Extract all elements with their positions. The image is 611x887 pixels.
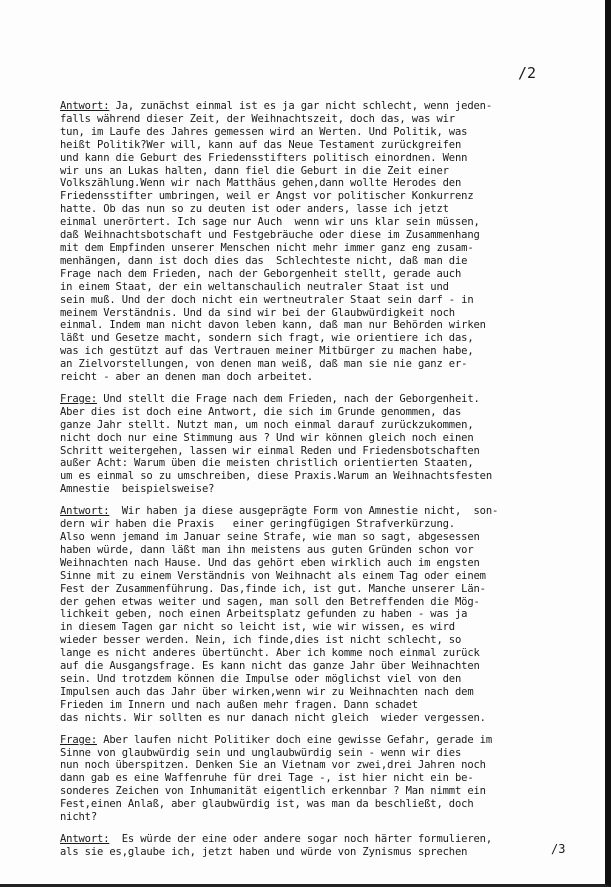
text-line: menhängen, dann ist doch dies das Schlechteste nicht, daß man die [60, 254, 468, 267]
text-line: sonderes Zeichen von Inhumanität eigentlich erkennbar ? Man nimmt ein [60, 785, 486, 798]
text-line: als sie es,glaube ich, jetzt haben und würde von Zynismus sprechen [60, 845, 468, 858]
text-line: Frage nach dem Frieden, nach der Geborgenheit stellt, gerade auch [60, 267, 462, 280]
text-line: Volkszählung.Wenn wir nach Matthäus gehen,dann wollte Herodes den [60, 177, 462, 190]
speaker-label: Frage: [60, 733, 98, 746]
text-line: und kann die Geburt des Friedensstifters politisch einordnen. Wenn [60, 151, 468, 164]
text-line: lange es nicht anderes übertüncht. Aber ich komme noch einmal zurück [60, 647, 480, 660]
text-line: einmal. Indem man nicht davon leben kann, daß man nur Behörden wirken [60, 319, 486, 332]
page-number: /2 [518, 64, 537, 82]
speaker-label: Antwort: [60, 832, 110, 845]
text-line: sein muß. Und der doch nicht ein wertneutraler Staat sein darf - in [60, 293, 474, 306]
text-line: heißt Politik?Wer will, kann auf das Neue Testament zurückgreifen [60, 138, 462, 151]
text-line: Impulsen auch das Jahr über wirken,wenn wir zu Weihnachten nach dem [60, 685, 474, 698]
text-line: dann gab es eine Waffenruhe für drei Tage -, ist hier nicht ein be- [60, 772, 474, 785]
text-line: was ich gestützt auf das Vertrauen meiner Mitbürger zu machen habe, [60, 345, 474, 358]
text-line: um es einmal so zu umschreiben, diese Praxis.Warum an Weihnachtsfesten [60, 470, 493, 483]
text-line: an Zielvorstellungen, von denen man weiß, daß man sie nie ganz er- [60, 358, 468, 371]
first-line-text: Und stellt die Frage nach dem Frieden, nach der Geborgenheit. [97, 392, 480, 405]
text-line [60, 833, 572, 846]
text-line: Fest,einen Anlaß, aber glaubwürdig ist, was man da beschließt, doch [60, 798, 474, 811]
text-line: Weihnachten nach Hause. Und das gehört eben wirklich auch im engsten [60, 556, 480, 569]
text-line: reicht - aber an denen man doch arbeitet. [60, 371, 314, 384]
speaker-label: Antwort: [60, 100, 110, 112]
text-line: Amnestie beispielsweise? [60, 483, 215, 496]
text-line: hatte. Ob das nun so zu deuten ist oder anders, lasse ich jetzt [60, 203, 449, 216]
text-line [60, 100, 572, 113]
text-line: läßt und Gesetze macht, sondern sich fragt, wie orientiere ich das, [60, 332, 474, 345]
text-line: wieder besser werden. Nein, ich finde,dies ist nicht schlecht, so [60, 634, 462, 647]
first-line-text: Aber laufen nicht Politiker doch eine gewisse Gefahr, gerade im [97, 733, 493, 746]
text-line: Schritt weitergehen, lassen wir einmal Reden und Friedensbotschaften [60, 444, 480, 457]
text-line: nicht? [60, 811, 98, 824]
text-line: Sinne von glaubwürdig sein und unglaubwürdig sein - wenn wir dies [60, 746, 462, 759]
text-line [60, 393, 572, 406]
first-line-text: Es würde der eine oder andere sogar noch härter formulieren, [109, 832, 493, 845]
text-line: Aber dies ist doch eine Antwort, die sich im Grunde genommen, das [60, 405, 462, 418]
text-line: nun noch überspitzen. Denken Sie an Vietnam vor zwei,drei Jahren noch [60, 759, 486, 772]
text-line: Frieden im Innern und nach außen mehr fragen. Dann schadet [60, 698, 418, 711]
text-line: einmal unerörtert. Ich sage nur Auch wenn wir uns klar sein müssen, [60, 216, 480, 229]
text-line: der gehen etwas weiter und sagen, man soll den Betreffenden die Mög- [60, 595, 480, 608]
text-line: das nichts. Wir sollten es nur danach nicht gleich wieder vergessen. [60, 711, 486, 724]
qa-block [60, 100, 572, 384]
text-line: außer Acht: Warum üben die meisten christlich orientierten Staaten, [60, 457, 474, 470]
text-line: haben würde, dann läßt man ihn meistens aus guten Gründen schon vor [60, 543, 474, 556]
text-line: nicht doch nur eine Stimmung aus ? Und wir können gleich noch einen [60, 431, 474, 444]
text-line: sein. Und trotzdem können die Impulse oder möglichst viel von den [60, 672, 462, 685]
text-line: dern wir haben die Praxis einer geringfügigen Strafverkürzung. [60, 518, 455, 531]
text-line: Sinne mit zu einem Verständnis von Weihnacht als einem Tag oder einem [60, 569, 486, 582]
first-line-text: Ja, zunächst einmal ist es ja gar nicht schlecht, wenn jeden- [109, 100, 493, 112]
speaker-label: Frage: [60, 392, 98, 405]
text-line: mit dem Empfinden unserer Menschen nicht mehr immer ganz eng zusam- [60, 241, 474, 254]
text-line: daß Weihnachtsbotschaft und Festgebräuche oder diese im Zusammenhang [60, 229, 480, 242]
qa-block [60, 734, 572, 824]
text-line: in einem Staat, der ein weltanschaulich neutraler Staat ist und [60, 280, 449, 293]
text-line: falls während dieser Zeit, der Weihnachtszeit, doch das, was wir [60, 112, 455, 125]
footer-page-mark: /3 [551, 842, 566, 856]
text-line: meinem Verständnis. Und da sind wir bei der Glaubwürdigkeit noch [60, 306, 455, 319]
qa-block [60, 833, 572, 859]
interview-text [60, 100, 572, 868]
text-line [60, 505, 572, 518]
speaker-label: Antwort: [60, 505, 110, 518]
text-line: ganze Jahr stellt. Nutzt man, um noch einmal darauf zurückzukommen, [60, 418, 474, 431]
qa-block [60, 505, 572, 724]
text-line: wir uns an Lukas halten, dann fiel die Geburt in die Zeit einer [60, 164, 449, 177]
text-line: tun, im Laufe des Jahres gemessen wird an Werten. Und Politik, was [60, 125, 468, 138]
text-line: Fest der Zusammenführung. Das,finde ich, ist gut. Manche unserer Län- [60, 582, 486, 595]
text-line: lichkeit geben, noch einen Arbeitsplatz gefunden zu haben - was ja [60, 608, 468, 621]
text-line [60, 734, 572, 747]
text-line: in diesem Tagen gar nicht so leicht ist, wie wir wissen, es wird [60, 621, 455, 634]
qa-block [60, 393, 572, 496]
first-line-text: Wir haben ja diese ausgeprägte Form von Amnestie nicht, son- [109, 505, 499, 518]
text-line: auf die Ausgangsfrage. Es kann nicht das ganze Jahr über Weihnachten [60, 660, 480, 673]
text-line: Friedensstifter umbringen, weil er Angst vor politischer Konkurrenz [60, 190, 474, 203]
text-line: Also wenn jemand im Januar seine Strafe, wie man so sagt, abgesessen [60, 531, 480, 543]
